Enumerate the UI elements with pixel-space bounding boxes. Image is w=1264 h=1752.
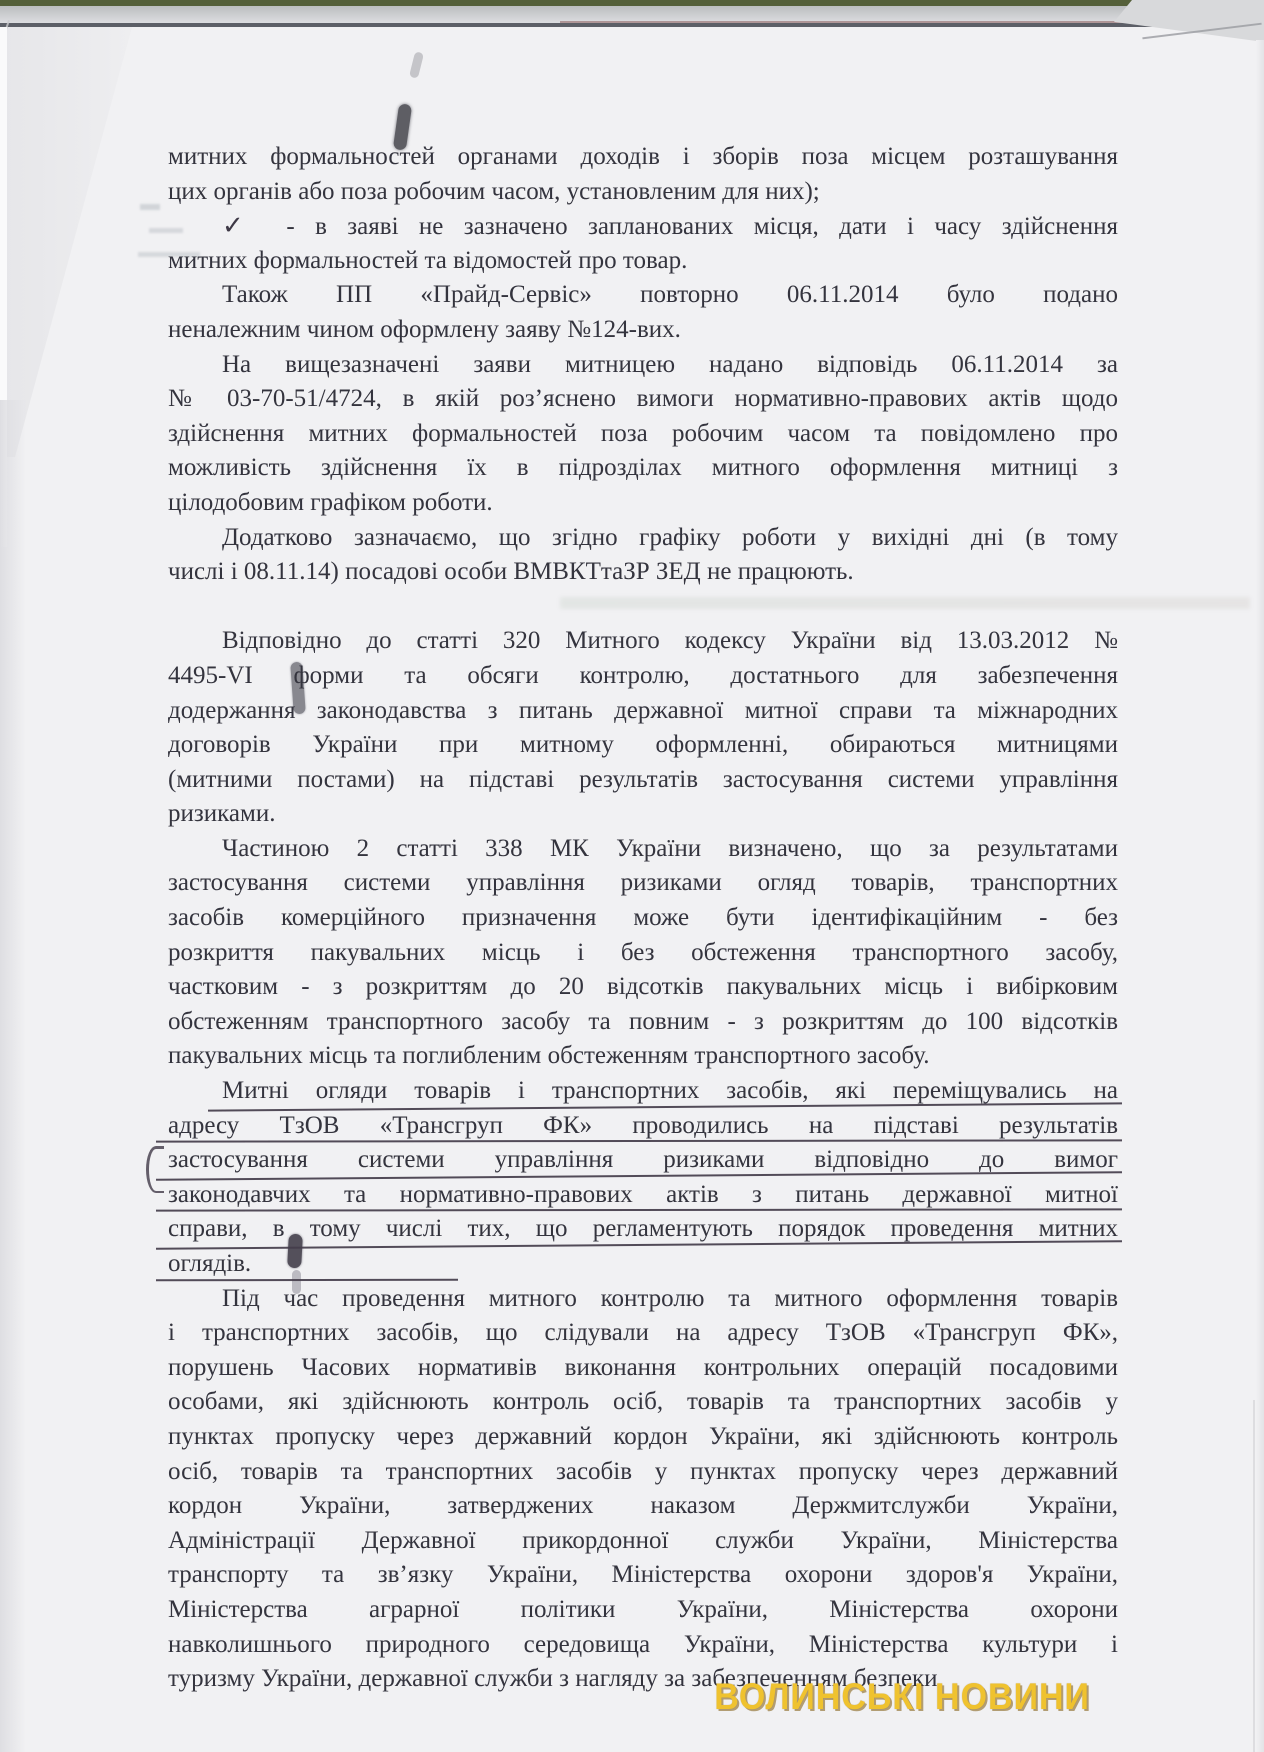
document-line: числі і 08.11.14) посадові особи ВМВКТтаЗР ЗЕД не працюють. <box>168 558 854 586</box>
document-line: Додатково зазначаємо, що згідно графіку роботи у вихідні дні (в тому <box>222 523 1118 551</box>
staple-ghost-mark <box>409 51 424 78</box>
document-line: Відповідно до статті 320 Митного кодексу України від 13.03.2012 № <box>222 627 1118 655</box>
paragraph <box>168 1282 1118 1697</box>
document-line: справи, в тому числі тих, що регламентують порядок проведення митних <box>168 1212 1118 1247</box>
document-line: порушень Часових нормативів виконання контрольних операцій посадовими <box>168 1353 1118 1381</box>
document-line: цих органів або поза робочим часом, установленим для них); <box>168 177 820 205</box>
document-line: здійснення митних формальностей поза робочим часом та повідомлено про <box>168 419 1118 447</box>
document-line: Також ПП «Прайд-Сервіс» повторно 06.11.2014 було подано <box>222 281 1118 309</box>
document-line: Частиною 2 статті 338 МК України визначено, що за результатами <box>222 834 1118 862</box>
document-line: оглядів. <box>168 1247 1118 1282</box>
document-line: митних формальностей органами доходів і зборів поза місцем розташування <box>168 143 1118 170</box>
document-line: Міністерства аграрної політики України, Міністерства охорони <box>168 1595 1118 1623</box>
handwritten-checkmark-icon: ✓ <box>222 211 287 242</box>
document-line: митних формальностей та відомостей про товар. <box>168 246 688 274</box>
document-line: застосування системи управління ризиками огляд товарів, транспортних <box>168 869 1118 897</box>
pen-margin-mark <box>146 1146 164 1193</box>
paragraph <box>168 348 1118 521</box>
document-line: пакувальних місць та поглибленим обстеженням транспортного засобу. <box>168 1042 930 1070</box>
paragraph <box>168 521 1118 590</box>
ghost-text-speck <box>140 204 160 210</box>
document-line: можливість здійснення їх в підрозділах митного оформлення митниці з <box>168 454 1118 482</box>
document-body <box>168 140 1118 1697</box>
document-line: навколишнього природного середовища України, Міністерства культури і <box>168 1630 1118 1658</box>
document-line: Митні огляди товарів і транспортних засобів, які переміщувались на <box>168 1074 1118 1109</box>
document-line: і транспортних засобів, що слідували на адресу ТзОВ «Трансгруп ФК», <box>168 1319 1118 1347</box>
scan-top-dark-line <box>0 23 1264 27</box>
document-line: договорів України при митному оформленні, обираються митницями <box>168 731 1118 759</box>
document-line: частковим - з розкриттям до 20 відсотків пакувальних місць і вибірковим <box>168 973 1118 1001</box>
paragraph <box>168 140 1118 209</box>
document-line: кордон України, затверджених наказом Держмитслужби України, <box>168 1492 1118 1520</box>
document-line: На вищезазначені заяви митницею надано відповідь 06.11.2014 за <box>222 350 1118 378</box>
paragraph <box>168 624 1118 832</box>
paragraph <box>168 832 1118 1074</box>
document-line: неналежним чином оформлену заяву №124-вих. <box>168 315 681 343</box>
document-line: законодавчих та нормативно-правових актів з питань державної митної <box>168 1178 1118 1213</box>
document-line: транспорту та зв’язку України, Міністерства охорони здоров'я України, <box>168 1561 1118 1589</box>
document-line: особами, які здійснюють контроль осіб, товарів та транспортних засобів у <box>168 1388 1118 1416</box>
document-line: цілодобовим графіком роботи. <box>168 488 493 516</box>
page-corner-fold-topright <box>1114 0 1264 42</box>
document-line: осіб, товарів та транспортних засобів у пунктах пропуску через державний <box>168 1457 1118 1485</box>
document-line: ✓ - в заяві не зазначено запланованих місця, дати і часу здійснення <box>222 211 1118 242</box>
document-line: (митними постами) на підставі результатів застосування системи управління <box>168 765 1118 793</box>
scan-right-edge <box>1256 40 1264 1752</box>
document-line: ризиками. <box>168 800 276 828</box>
scan-left-shadow <box>0 400 26 1752</box>
document-line: розкриття пакувальних місць і без обстеження транспортного засобу, <box>168 938 1118 966</box>
paragraph <box>168 1074 1118 1282</box>
document-line: Адміністрації Державної прикордонної служби України, Міністерства <box>168 1526 1118 1554</box>
document-line: Під час проведення митного контролю та митного оформлення товарів <box>222 1284 1118 1312</box>
document-line: 4495-VI форми та обсяги контролю, достатнього для забезпечення <box>168 661 1118 689</box>
document-line: додержання законодавства з питань державної митної справи та міжнародних <box>168 696 1118 724</box>
paragraph <box>168 209 1118 278</box>
document-line: туризму України, державної служби з нагляду за забезпеченням безпеки <box>168 1665 938 1693</box>
watermark: ВОЛИНСЬКІ НОВИНИ <box>714 1676 1090 1718</box>
page-corner-fold-topleft <box>0 27 150 457</box>
scan-right-fold-line <box>1253 1400 1255 1752</box>
paragraph <box>168 278 1118 347</box>
document-line: адресу ТзОВ «Трансгруп ФК» проводились на підставі результатів <box>168 1109 1118 1144</box>
document-line: пунктах пропуску через державний кордон України, які здійснюють контроль <box>168 1422 1118 1450</box>
document-line: № 03-70-51/4724, в якій роз’яснено вимоги нормативно-правових актів щодо <box>168 385 1118 413</box>
document-line: засобів комерційного призначення може бути ідентифікаційним - без <box>168 904 1118 932</box>
document-line: застосування системи управління ризиками відповідно до вимог <box>168 1143 1118 1178</box>
document-line: обстеженням транспортного засобу та повним - з розкриттям до 100 відсотків <box>168 1007 1118 1035</box>
